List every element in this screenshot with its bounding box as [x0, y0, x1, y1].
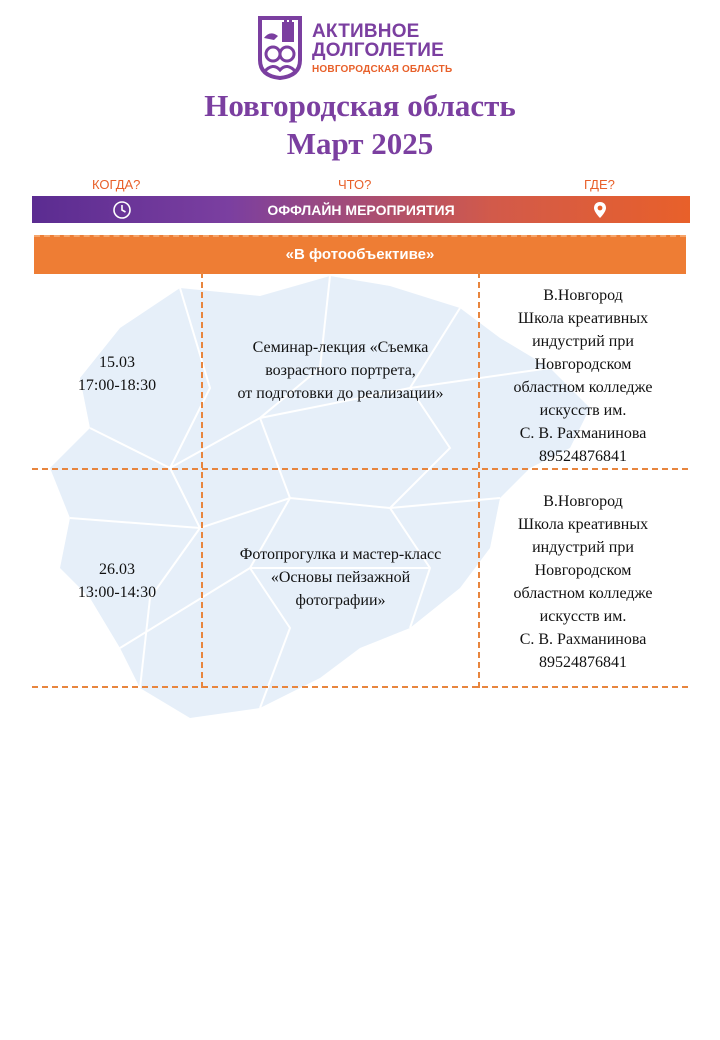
event-2-where-line: Школа креативных	[517, 516, 649, 533]
event-1-location	[480, 284, 686, 468]
event-2-description	[203, 543, 478, 612]
event-1-where-line: искусств им.	[539, 402, 627, 419]
offline-events-label: ОФФЛАЙН МЕРОПРИЯТИЯ	[267, 202, 455, 218]
event-2-where-line: областном колледже	[513, 585, 653, 602]
event-1-where-line: С. В. Рахманинова	[519, 425, 647, 442]
offline-events-bar	[32, 196, 690, 223]
event-2-where-line: С. В. Рахманинова	[519, 631, 647, 648]
event-1-phone: 89524876841	[539, 448, 627, 465]
event-1-where-line: областном колледже	[513, 379, 653, 396]
event-2-datetime	[34, 558, 200, 604]
page-subtitle: Март 2025	[286, 126, 434, 161]
column-where-label: ГДЕ?	[584, 177, 615, 192]
logo-line-1: АКТИВНОЕ	[312, 21, 420, 42]
event-1-where-line: Школа креативных	[517, 310, 649, 327]
row-divider	[32, 468, 688, 470]
event-1-what-line: Семинар-лекция «Съемка	[252, 339, 429, 356]
event-2-what-line: Фотопрогулка и мастер-класс	[239, 546, 442, 563]
event-2-where-line: В.Новгород	[543, 493, 623, 510]
active-longevity-logo-icon	[256, 14, 304, 80]
row-divider	[32, 686, 688, 688]
logo-line-3: НОВГОРОДСКАЯ ОБЛАСТЬ	[312, 64, 453, 75]
location-pin-icon	[590, 200, 610, 220]
event-1-where-line: индустрий при	[532, 333, 634, 350]
column-when-label: КОГДА?	[92, 177, 141, 192]
event-2-date: 26.03	[99, 561, 135, 578]
event-1-what-line: возрастного портрета,	[265, 362, 416, 379]
page-title: Новгородская область	[204, 88, 516, 123]
event-1-datetime	[34, 351, 200, 397]
event-2-location	[480, 490, 686, 674]
event-2-what-line: «Основы пейзажной	[270, 569, 411, 586]
event-2-time: 13:00-14:30	[77, 584, 157, 601]
event-2-phone: 89524876841	[539, 654, 627, 671]
event-2-where-line: индустрий при	[532, 539, 634, 556]
event-1-where-line: Новгородском	[534, 356, 632, 373]
event-1-date: 15.03	[99, 354, 135, 371]
column-divider	[201, 272, 203, 688]
event-1-time: 17:00-18:30	[77, 377, 157, 394]
logo	[256, 14, 470, 84]
event-1-what-line: от подготовки до реализации»	[237, 385, 444, 402]
event-2-where-line: Новгородском	[534, 562, 632, 579]
section-title: «В фотообъективе»	[285, 246, 435, 263]
event-1-description	[203, 336, 478, 405]
event-2-what-line: фотографии»	[295, 592, 386, 609]
event-2-where-line: искусств им.	[539, 608, 627, 625]
column-what-label: ЧТО?	[338, 177, 372, 192]
logo-line-2: ДОЛГОЛЕТИЕ	[312, 40, 444, 61]
event-1-where-line: В.Новгород	[543, 287, 623, 304]
